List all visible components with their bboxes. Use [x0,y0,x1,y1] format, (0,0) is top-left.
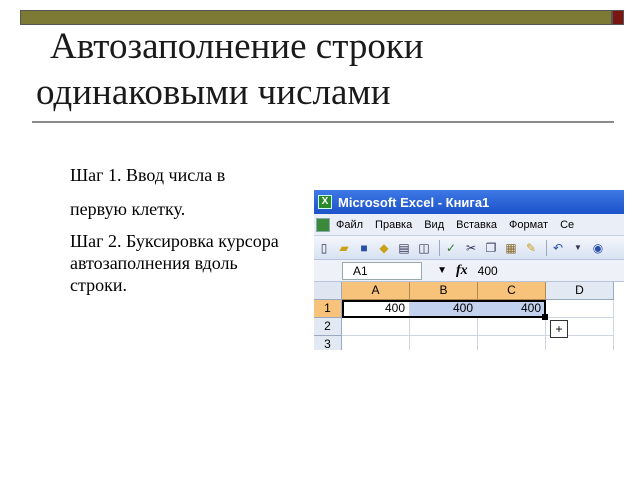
formula-input[interactable]: 400 [477,263,498,278]
toolbar-separator [546,240,547,256]
permissions-icon[interactable]: ◆ [379,240,389,255]
cell-c3[interactable] [478,336,546,350]
slide-title-line2: одинаковыми числами [36,72,391,113]
table-row [314,318,624,336]
cut-icon[interactable]: ✂ [465,240,477,255]
undo-icon[interactable]: ↶ [552,240,564,255]
excel-window-title: Microsoft Excel - Книга1 [338,194,490,210]
column-header-row [314,282,624,300]
fx-icon[interactable]: fx [456,262,468,278]
step2-text: Шаг 2. Буксировка курсора автозаполнения вдоль строки. [70,231,279,295]
spelling-icon[interactable]: ✓ [445,240,457,255]
toolbar-separator [439,240,440,256]
cell-b2[interactable] [410,318,478,336]
excel-window [314,190,624,350]
excel-toolbar [314,236,624,260]
workbook-icon[interactable] [316,218,330,232]
row-header[interactable]: 3 [314,336,342,350]
step1-line2: первую клетку. [70,199,186,219]
steps-text [70,160,290,296]
step1-line1: Шаг 1. Ввод числа в [70,165,226,185]
column-header-c[interactable]: C [478,282,546,300]
print-icon[interactable]: ▤ [398,240,410,255]
decor-bar-red [612,10,624,25]
select-all-corner[interactable] [314,282,342,300]
autofill-options-icon[interactable]: + [550,320,568,338]
spreadsheet-grid [314,282,624,350]
name-box[interactable] [342,262,447,280]
cell-a2[interactable] [342,318,410,336]
name-box-dropdown-icon[interactable]: ▼ [437,264,447,276]
cell-a1[interactable]: 400 [342,300,410,318]
help-icon[interactable]: ◉ [592,240,604,255]
title-divider [32,121,614,123]
menu-edit[interactable]: Правка [375,218,413,231]
excel-app-icon: X [318,195,332,209]
dropdown-icon[interactable]: ▼ [574,242,582,252]
cell-b3[interactable] [410,336,478,350]
menu-file[interactable]: Файл [336,218,364,231]
column-header-a[interactable]: A [342,282,410,300]
row-header[interactable]: 1 [314,300,342,318]
copy-icon[interactable]: ❐ [485,240,497,255]
slide-title [36,24,616,116]
menu-insert[interactable]: Вставка [456,218,498,231]
formula-bar [314,260,624,282]
cell-c1[interactable]: 400 [478,300,546,318]
fill-handle[interactable] [542,314,548,320]
preview-icon[interactable]: ◫ [418,240,430,255]
new-icon[interactable]: ▯ [320,240,328,255]
cell-d3[interactable] [546,336,614,350]
excel-titlebar[interactable] [314,190,624,214]
menu-format[interactable]: Формат [509,218,549,231]
cell-b1[interactable]: 400 [410,300,478,318]
table-row [314,300,624,318]
save-icon[interactable]: ■ [360,240,368,255]
decor-bar-olive [20,10,612,25]
open-icon[interactable]: ▰ [339,240,349,255]
menu-service[interactable]: Се [560,218,575,231]
cell-a3[interactable] [342,336,410,350]
format-painter-icon[interactable]: ✎ [525,240,537,255]
menu-view[interactable]: Вид [424,218,445,231]
row-header[interactable]: 2 [314,318,342,336]
column-header-b[interactable]: B [410,282,478,300]
name-box-value: A1 [353,263,368,278]
slide-title-line1: Автозаполнение строки [50,26,424,67]
cell-d1[interactable] [546,300,614,318]
column-header-d[interactable]: D [546,282,614,300]
cell-c2[interactable] [478,318,546,336]
table-row [314,336,624,350]
paste-icon[interactable]: ▦ [505,240,517,255]
excel-menubar [314,214,624,236]
